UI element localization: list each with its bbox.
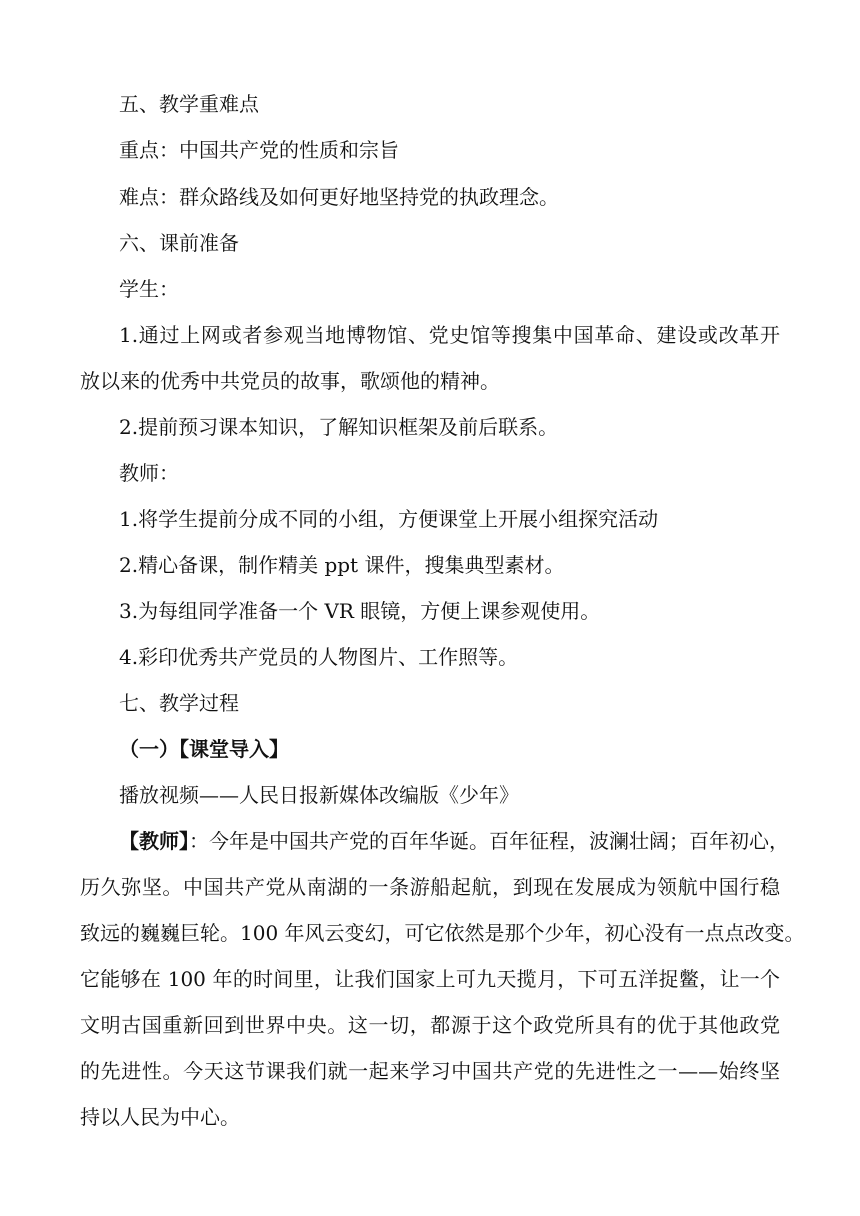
teacher-item-1: 1.将学生提前分成不同的小组，方便课堂上开展小组探究活动: [119, 507, 659, 531]
teacher-speech-line-1-text: ：今年是中国共产党的百年华诞。百年征程，波澜壮阔；百年初心，: [189, 829, 789, 853]
teacher-speech-line-1: [119, 827, 789, 855]
teacher-speech-line-4: 它能够在 100 年的时间里，让我们国家上可九天揽月，下可五洋捉鳖，让一个: [80, 967, 780, 991]
teacher-item-4: 4.彩印优秀共产党员的人物图片、工作照等。: [119, 645, 519, 669]
video-line: 播放视频——人民日报新媒体改编版《少年》: [119, 783, 519, 807]
teacher-speech-line-6: 的先进性。今天这节课我们就一起来学习中国共产党的先进性之一——始终坚: [80, 1059, 780, 1083]
student-item-1-line-2: 放以来的优秀中共党员的故事，歌颂他的精神。: [80, 369, 500, 393]
teacher-item-3: 3.为每组同学准备一个 VR 眼镜，方便上课参观使用。: [119, 599, 601, 623]
teacher-speech-line-7: 持以人民为中心。: [80, 1105, 240, 1129]
student-item-1-line-1: 1.通过上网或者参观当地博物馆、党史馆等搜集中国革命、建设或改革开: [119, 323, 780, 347]
teacher-speech-label: 【教师】: [119, 829, 189, 853]
section-heading-preparation: 六、课前准备: [119, 231, 239, 255]
section-heading-teaching-focus: 五、教学重难点: [119, 92, 259, 116]
key-point-text: 重点：中国共产党的性质和宗旨: [119, 138, 399, 162]
teacher-item-2: 2.精心备课，制作精美 ppt 课件，搜集典型素材。: [119, 553, 565, 577]
teacher-label: 教师：: [119, 461, 179, 485]
section-heading-process: 七、教学过程: [119, 691, 239, 715]
teacher-speech-line-3: 致远的巍巍巨轮。100 年风云变幻，可它依然是那个少年，初心没有一点点改变。: [80, 921, 805, 945]
teacher-speech-line-2: 历久弥坚。中国共产党从南湖的一条游船起航，到现在发展成为领航中国行稳: [80, 875, 780, 899]
students-label: 学生：: [119, 277, 179, 301]
teacher-speech-line-5: 文明古国重新回到世界中央。这一切，都源于这个政党所具有的优于其他政党: [80, 1013, 780, 1037]
subheading-class-introduction: （一）【课堂导入】: [119, 737, 289, 761]
difficult-point-text: 难点：群众路线及如何更好地坚持党的执政理念。: [119, 185, 559, 209]
student-item-2: 2.提前预习课本知识，了解知识框架及前后联系。: [119, 415, 559, 439]
